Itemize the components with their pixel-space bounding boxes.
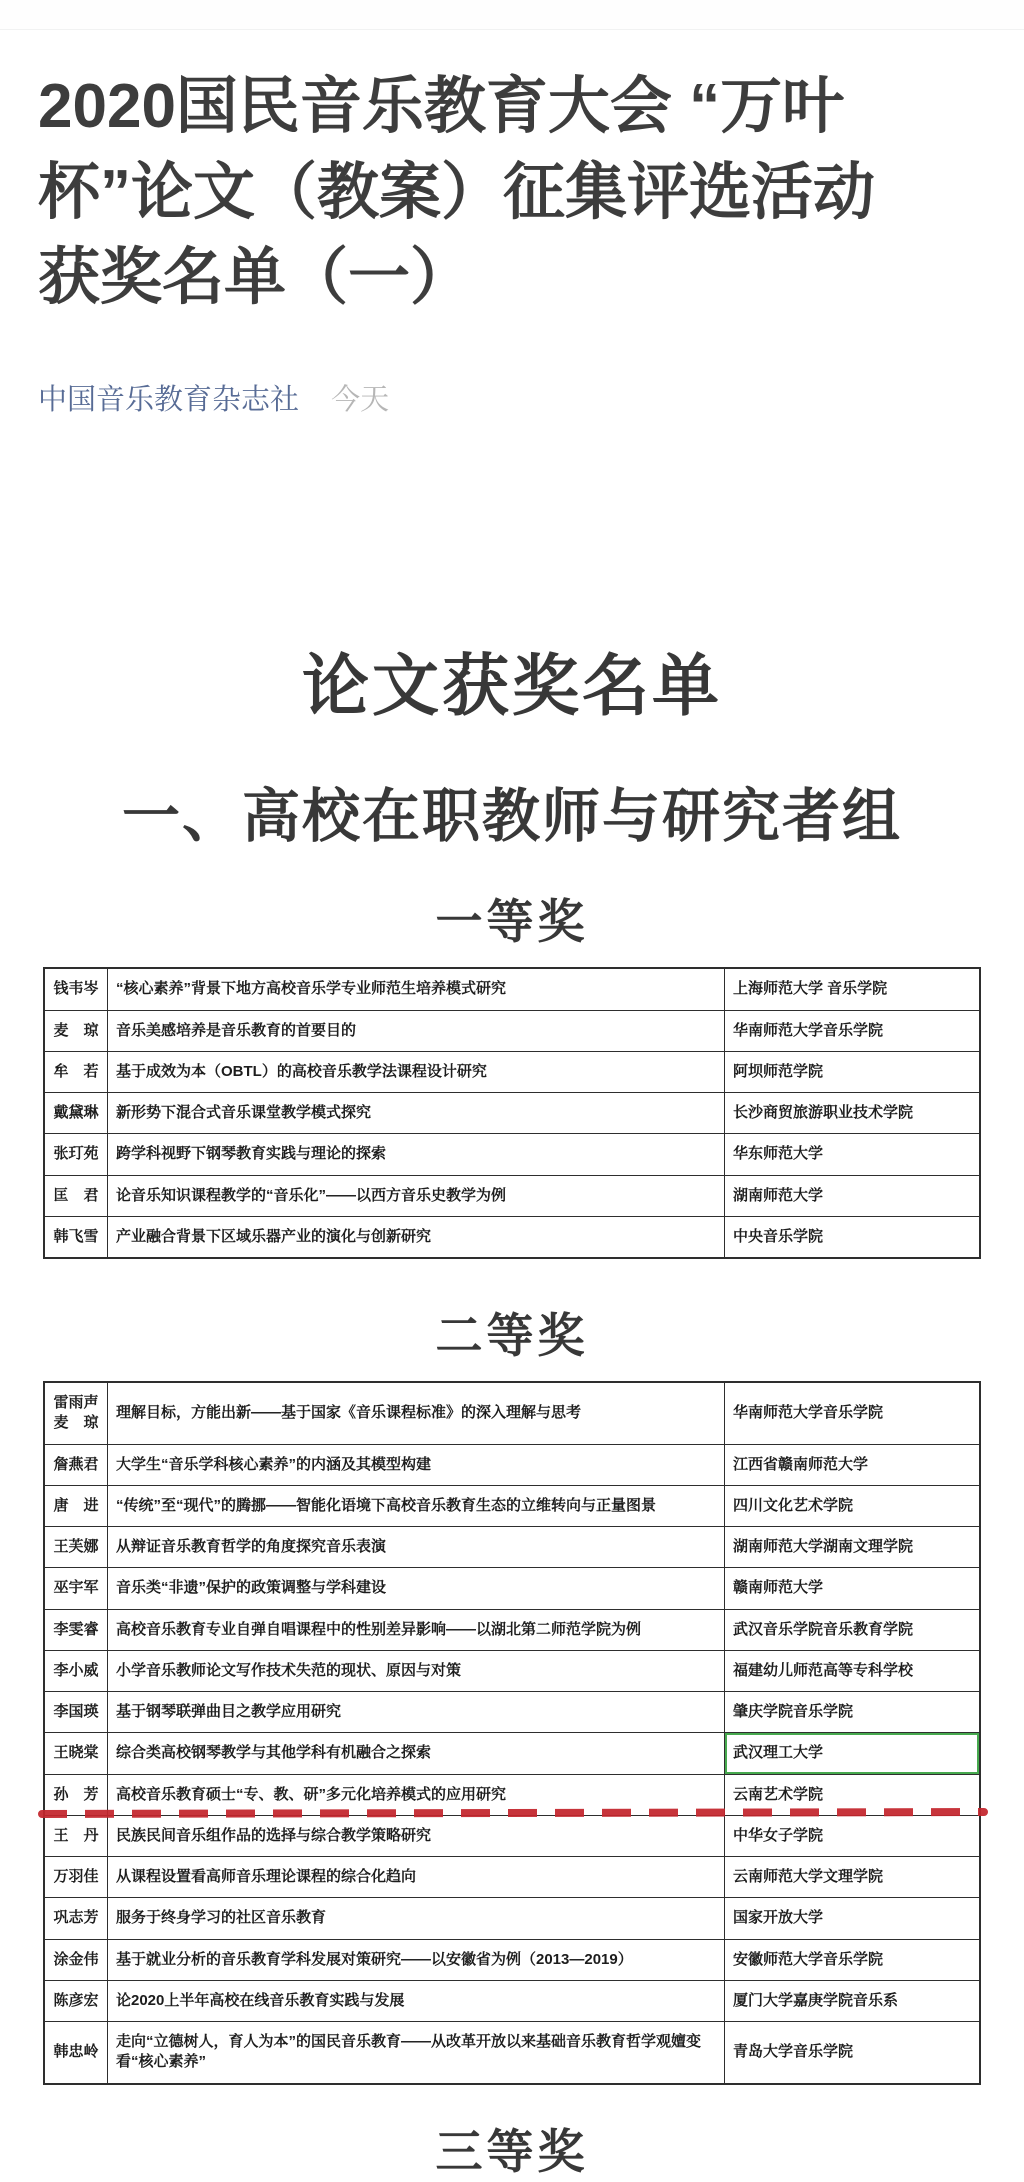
school-name: 湖南师范大学湖南文理学院 [725, 1527, 981, 1568]
school-name: 中央音乐学院 [725, 1216, 981, 1258]
group-heading: 一、高校在职教师与研究者组 [121, 784, 902, 850]
table-row [44, 1774, 980, 1815]
school-name: 华东师范大学 [725, 1134, 981, 1175]
awardee-name: 雷雨声 麦 琼 [44, 1382, 108, 1444]
school-name: 云南师范大学文理学院 [725, 1857, 981, 1898]
awardee-name: 万羽佳 [44, 1857, 108, 1898]
table-row [44, 1216, 980, 1258]
paper-title: 走向“立德树人，育人为本”的国民音乐教育——从改革开放以来基础音乐教育哲学观嬗变看“核心素养” [108, 2022, 725, 2084]
awardee-name: 张玎苑 [44, 1134, 108, 1175]
awardee-name: 韩忠岭 [44, 2022, 108, 2084]
awardee-name: 戴黛琳 [44, 1093, 108, 1134]
paper-title: 论音乐知识课程教学的“音乐化”——以西方音乐史教学为例 [108, 1175, 725, 1216]
byline [38, 383, 1024, 418]
school-name: 江西省赣南师范大学 [725, 1444, 981, 1485]
awardee-name: 李小威 [44, 1650, 108, 1691]
awardee-name: 詹燕君 [44, 1444, 108, 1485]
paper-title: 基于成效为本（OBTL）的高校音乐教学法课程设计研究 [108, 1051, 725, 1092]
second-prize-table-wrap [43, 1381, 981, 2085]
table-row [44, 1175, 980, 1216]
school-name: 四川文化艺术学院 [725, 1485, 981, 1526]
table-row [44, 968, 980, 1010]
awardee-name: 王 丹 [44, 1815, 108, 1856]
paper-title: 综合类高校钢琴教学与其他学科有机融合之探索 [108, 1733, 725, 1774]
awardee-name: 李国瑛 [44, 1692, 108, 1733]
paper-title: 新形势下混合式音乐课堂教学模式探究 [108, 1093, 725, 1134]
school-name: 安徽师范大学音乐学院 [725, 1939, 981, 1980]
table-row [44, 1692, 980, 1733]
official-account-link[interactable]: 中国音乐教育杂志社 [38, 383, 300, 416]
paper-title: “传统”至“现代”的腾挪——智能化语境下高校音乐教育生态的立维转向与正量图景 [108, 1485, 725, 1526]
second-prize-table [43, 1381, 981, 2085]
paper-title: 小学音乐教师论文写作技术失范的现状、原因与对策 [108, 1650, 725, 1691]
paper-title: 大学生“音乐学科核心素养”的内涵及其模型构建 [108, 1444, 725, 1485]
paper-title: 产业融合背景下区域乐器产业的演化与创新研究 [108, 1216, 725, 1258]
paper-title: 论2020上半年高校在线音乐教育实践与发展 [108, 1980, 725, 2021]
school-name: 肇庆学院音乐学院 [725, 1692, 981, 1733]
award-level-heading-third-prize: 三等奖 [435, 2124, 589, 2178]
school-name: 长沙商贸旅游职业技术学院 [725, 1093, 981, 1134]
awardee-name: 陈彦宏 [44, 1980, 108, 2021]
paper-title: 高校音乐教育专业自弹自唱课程中的性别差异影响——以湖北第二师范学院为例 [108, 1609, 725, 1650]
publish-time: 今天 [331, 383, 390, 416]
table-row [44, 1444, 980, 1485]
awardee-name: 王晓棠 [44, 1733, 108, 1774]
paper-title: 民族民间音乐组作品的选择与综合教学策略研究 [108, 1815, 725, 1856]
school-name: 上海师范大学 音乐学院 [725, 968, 981, 1010]
school-name: 华南师范大学音乐学院 [725, 1010, 981, 1051]
first-prize-table-wrap [43, 967, 981, 1259]
table-row [44, 1609, 980, 1650]
table-row [44, 1898, 980, 1939]
table-row [44, 1815, 980, 1856]
paper-title: 音乐美感培养是音乐教育的首要目的 [108, 1010, 725, 1051]
school-name: 华南师范大学音乐学院 [725, 1382, 981, 1444]
awardee-name: 孙 芳 [44, 1774, 108, 1815]
article-title: 2020国民音乐教育大会 “万叶杯”论文（教案）征集评选活动获奖名单（一） [38, 72, 876, 313]
first-prize-table [43, 967, 981, 1259]
paper-title: 从课程设置看高师音乐理论课程的综合化趋向 [108, 1857, 725, 1898]
awardee-name: 钱韦岑 [44, 968, 108, 1010]
awardee-name: 韩飞雪 [44, 1216, 108, 1258]
table-row [44, 1939, 980, 1980]
awardee-name: 李雯睿 [44, 1609, 108, 1650]
table-row [44, 1568, 980, 1609]
paper-title: 跨学科视野下钢琴教育实践与理论的探索 [108, 1134, 725, 1175]
school-name: 福建幼儿师范高等专科学校 [725, 1650, 981, 1691]
awardee-name: 牟 若 [44, 1051, 108, 1092]
school-name: 湖南师范大学 [725, 1175, 981, 1216]
awardee-name: 匡 君 [44, 1175, 108, 1216]
awardee-name: 麦 琼 [44, 1010, 108, 1051]
section-heading: 论文获奖名单 [302, 649, 722, 725]
table-row [44, 1857, 980, 1898]
awardee-name: 唐 进 [44, 1485, 108, 1526]
paper-title: “核心素养”背景下地方高校音乐学专业师范生培养模式研究 [108, 968, 725, 1010]
awardee-name: 王芙娜 [44, 1527, 108, 1568]
paper-title: 理解目标，方能出新——基于国家《音乐课程标准》的深入理解与思考 [108, 1382, 725, 1444]
paper-title: 从辩证音乐教育哲学的角度探究音乐表演 [108, 1527, 725, 1568]
school-name: 武汉理工大学 [725, 1733, 981, 1774]
table-row [44, 1733, 980, 1774]
school-name: 厦门大学嘉庚学院音乐系 [725, 1980, 981, 2021]
table-row [44, 1485, 980, 1526]
table-row [44, 1650, 980, 1691]
school-name: 青岛大学音乐学院 [725, 2022, 981, 2084]
awardee-name: 涂金伟 [44, 1939, 108, 1980]
table-row [44, 1051, 980, 1092]
school-name: 武汉音乐学院音乐教育学院 [725, 1609, 981, 1650]
school-name: 阿坝师范学院 [725, 1051, 981, 1092]
paper-title: 服务于终身学习的社区音乐教育 [108, 1898, 725, 1939]
table-row [44, 1010, 980, 1051]
school-name: 云南艺术学院 [725, 1774, 981, 1815]
paper-title: 基于钢琴联弹曲目之教学应用研究 [108, 1692, 725, 1733]
paper-title: 音乐类“非遗”保护的政策调整与学科建设 [108, 1568, 725, 1609]
table-row [44, 1527, 980, 1568]
awardee-name: 巩志芳 [44, 1898, 108, 1939]
table-row [44, 1382, 980, 1444]
award-level-heading-second-prize: 二等奖 [435, 1309, 589, 1363]
top-divider-band [0, 0, 1024, 30]
school-name: 中华女子学院 [725, 1815, 981, 1856]
table-row [44, 1134, 980, 1175]
paper-title: 高校音乐教育硕士“专、教、研”多元化培养模式的应用研究 [108, 1774, 725, 1815]
table-row [44, 2022, 980, 2084]
table-row [44, 1093, 980, 1134]
paper-title: 基于就业分析的音乐教育学科发展对策研究——以安徽省为例（2013—2019） [108, 1939, 725, 1980]
table-row [44, 1980, 980, 2021]
award-level-heading-first-prize: 一等奖 [435, 895, 589, 949]
school-name: 赣南师范大学 [725, 1568, 981, 1609]
awardee-name: 巫宇军 [44, 1568, 108, 1609]
school-name: 国家开放大学 [725, 1898, 981, 1939]
